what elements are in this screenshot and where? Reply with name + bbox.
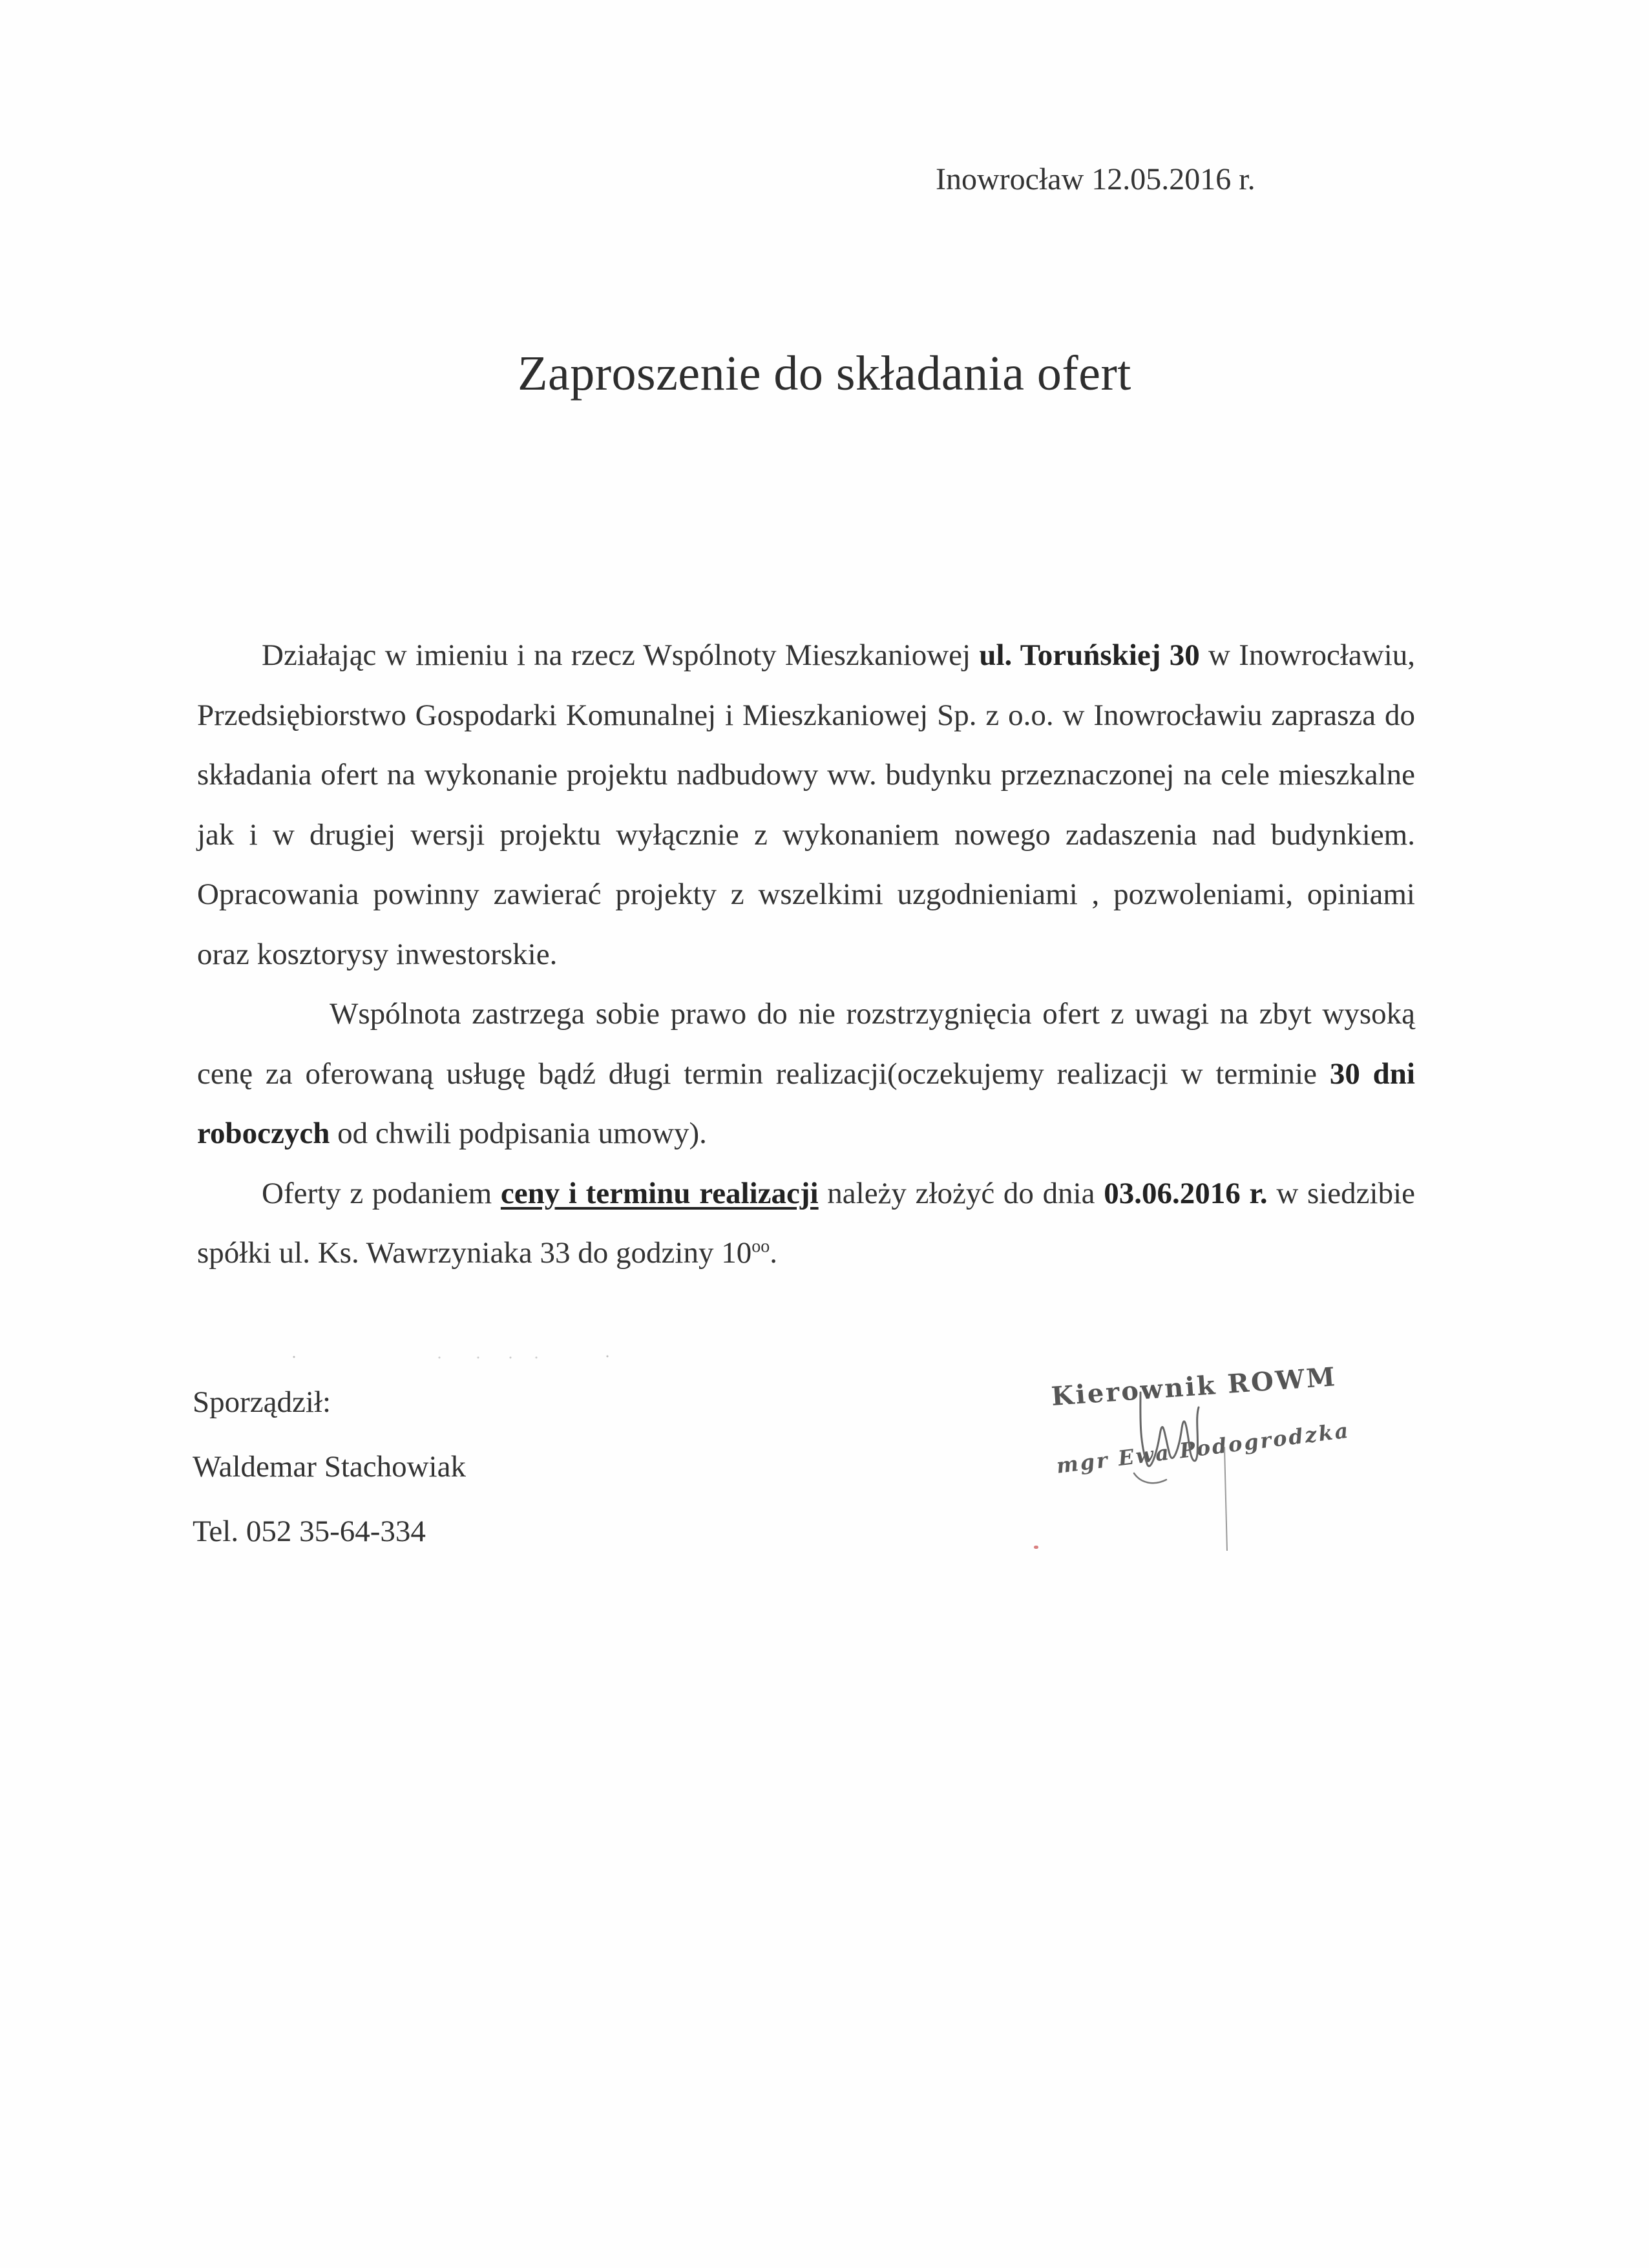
- paragraph-text: w Inowrocławiu, Przedsiębiorstwo Gospodarki Komunalnej i Mieszkaniowej Sp. z o.o. w Inowrocławiu zaprasza do składania ofert na wykonanie projektu nadbudowy ww. budynku przeznaczonej na cele mieszkalne jak i w drugiej wersji projektu wyłącznie z wykonaniem nowego zadaszenia nad budynkiem. Opracowania powinny zawierać projekty z wszelkimi uzgodnieniami , pozwoleniami, opiniami oraz kosztorysy inwestorskie.: [197, 638, 1415, 971]
- ink-speck: [1034, 1546, 1038, 1549]
- stamp-name: mgr Ewa Podogrodzka: [1055, 1418, 1352, 1478]
- prepared-by-block: [193, 1370, 466, 1564]
- paragraph-text: .: [770, 1236, 777, 1270]
- stamp-title: Kierownik ROWM: [1050, 1361, 1338, 1412]
- paragraph-text: Działając w imieniu i na rzecz Wspólnoty Mieszkaniowej: [262, 638, 980, 672]
- prepared-by-phone: Tel. 052 35-64-334: [193, 1515, 426, 1548]
- paragraph-text: w siedzibie spółki ul. Ks. Wawrzyniaka 33 do godziny 10: [197, 1176, 1416, 1270]
- address-bold: ul. Toruńskiej 30: [979, 638, 1200, 672]
- prepared-by-name: Waldemar Stachowiak: [193, 1450, 466, 1484]
- faint-dots: [291, 1354, 614, 1360]
- paragraph-submission: [197, 1164, 1415, 1283]
- document-body: [197, 625, 1415, 1283]
- price-term-underlined: ceny i terminu realizacji: [500, 1176, 819, 1210]
- paragraph-text: należy złożyć do dnia: [818, 1176, 1104, 1210]
- deadline-days-bold: 30 dni roboczych: [197, 1056, 1415, 1150]
- hour-superscript: oo: [751, 1236, 770, 1257]
- paragraph-reservation: [197, 984, 1415, 1164]
- paragraph-text: od chwili podpisania umowy).: [330, 1117, 707, 1150]
- place-date: Inowrocław 12.05.2016 r.: [936, 162, 1255, 196]
- document-title: Zaproszenie do składania ofert: [518, 346, 1131, 401]
- signature-stamp: [1044, 1357, 1380, 1551]
- submission-date-bold: 03.06.2016 r.: [1104, 1176, 1268, 1210]
- paragraph-text: Oferty z podaniem: [262, 1176, 501, 1210]
- paragraph-invitation: [197, 625, 1415, 984]
- prepared-by-label: Sporządził:: [193, 1385, 331, 1419]
- handwritten-signature-icon: [1044, 1357, 1380, 1551]
- paragraph-text: Wspólnota zastrzega sobie prawo do nie rozstrzygnięcia ofert z uwagi na zbyt wysoką cenę za oferowaną usługę bądź długi termin realizacji(oczekujemy realizacji w terminie: [197, 997, 1415, 1091]
